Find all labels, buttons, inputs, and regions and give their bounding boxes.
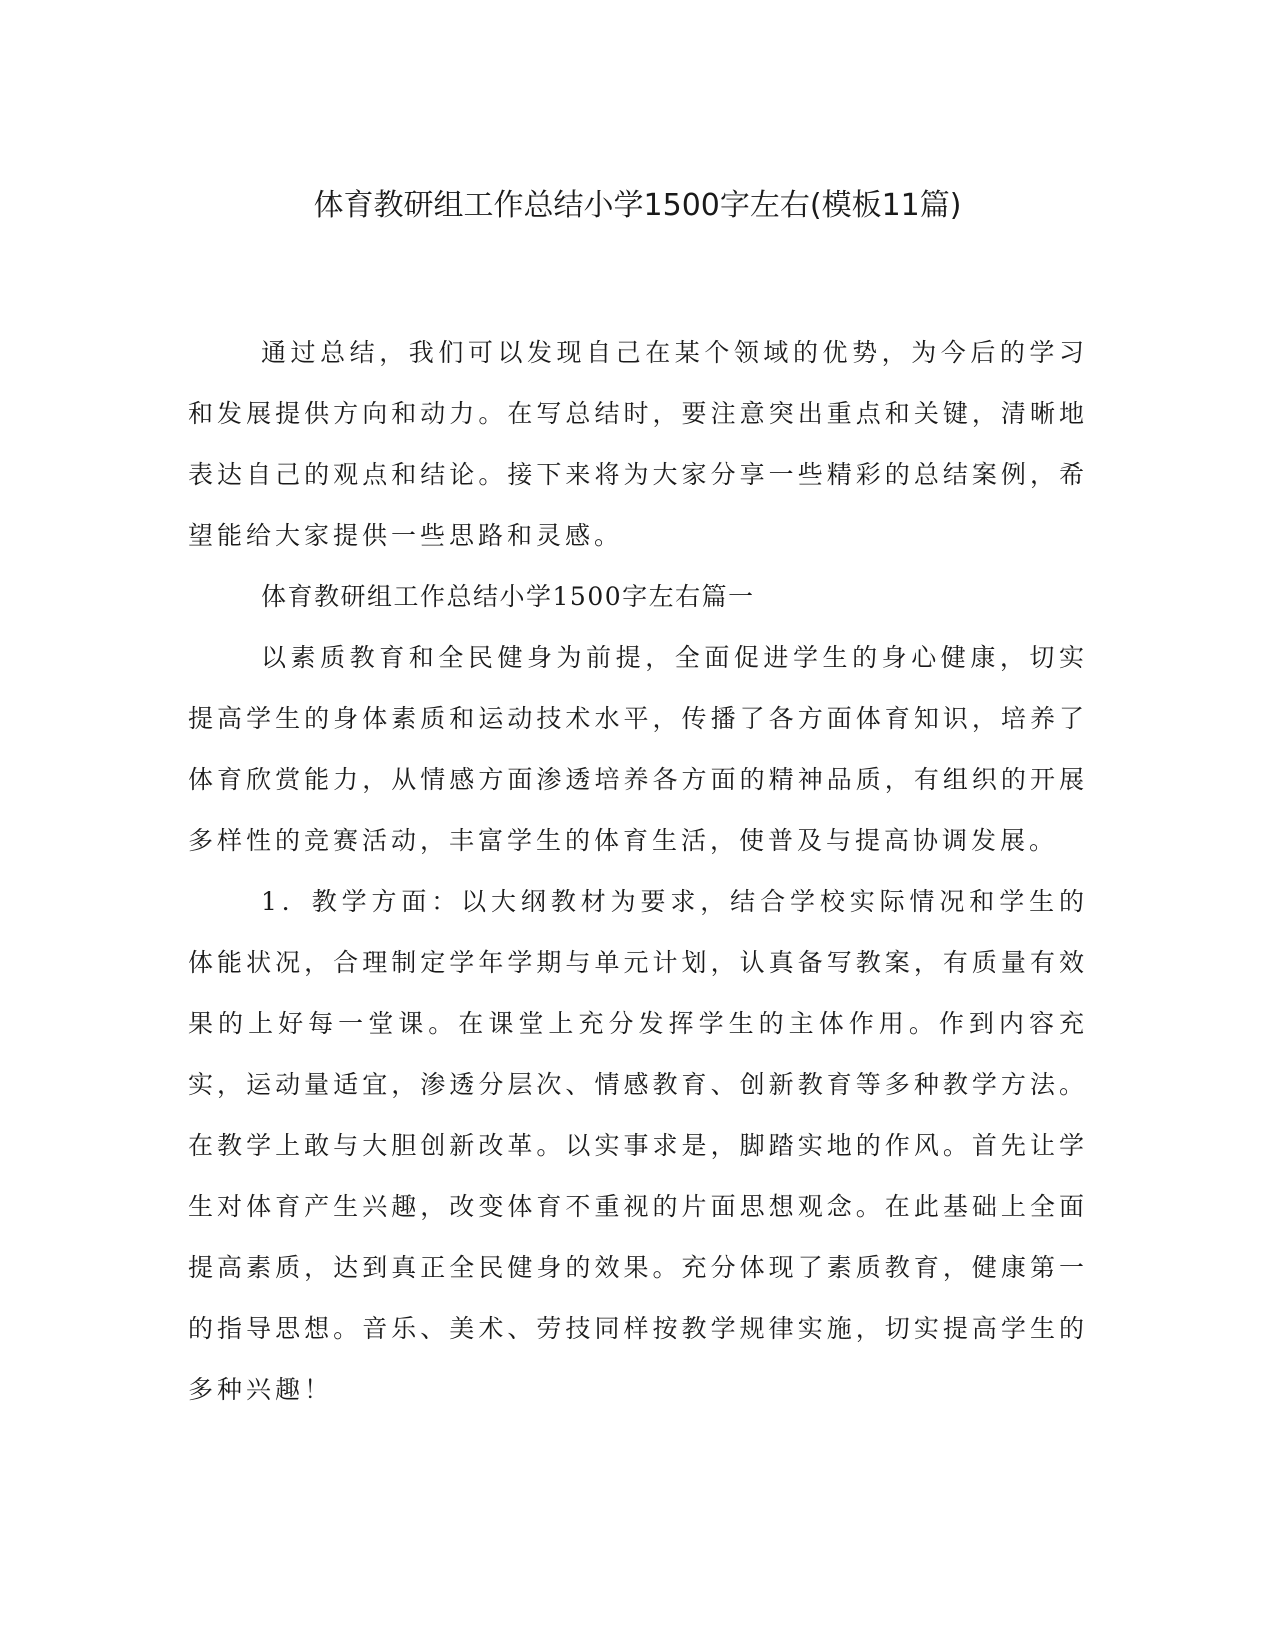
document-body xyxy=(188,322,1088,1420)
document-title: 体育教研组工作总结小学1500字左右(模板11篇) xyxy=(313,188,962,223)
body-paragraph: 1．教学方面：以大纲教材为要求，结合学校实际情况和学生的体能状况，合理制定学年学期与单元计划，认真备写教案，有质量有效果的上好每一堂课。在课堂上充分发挥学生的主体作用。作到内容充实，运动量适宜，渗透分层次、情感教育、创新教育等多种教学方法。在教学上敢与大胆创新改革。以实事求是，脚踏实地的作风。首先让学生对体育产生兴趣，改变体育不重视的片面思想观念。在此基础上全面提高素质，达到真正全民健身的效果。充分体现了素质教育，健康第一的指导思想。音乐、美术、劳技同样按教学规律实施，切实提高学生的多种兴趣！ xyxy=(188,887,1088,1404)
intro-paragraph: 通过总结，我们可以发现自己在某个领域的优势，为今后的学习和发展提供方向和动力。在写总结时，要注意突出重点和关键，清晰地表达自己的观点和结论。接下来将为大家分享一些精彩的总结案例，希望能给大家提供一些思路和灵感。 xyxy=(188,338,1088,550)
body-paragraph: 以素质教育和全民健身为前提，全面促进学生的身心健康，切实提高学生的身体素质和运动技术水平，传播了各方面体育知识，培养了体育欣赏能力，从情感方面渗透培养各方面的精神品质，有组织的开展多样性的竞赛活动，丰富学生的体育生活，使普及与提高协调发展。 xyxy=(188,643,1088,855)
section-heading: 体育教研组工作总结小学1500字左右篇一 xyxy=(261,582,755,611)
